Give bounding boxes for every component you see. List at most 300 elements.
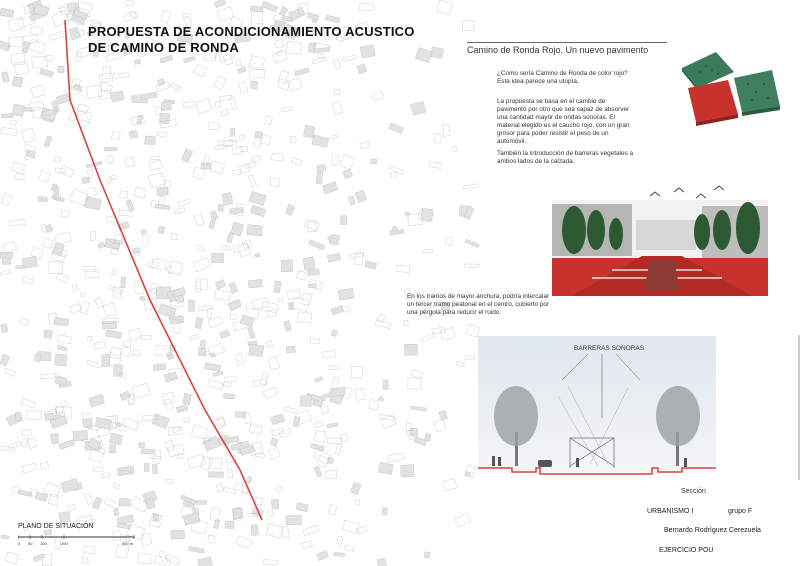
city-block bbox=[191, 425, 207, 439]
city-block bbox=[369, 399, 379, 409]
city-block bbox=[320, 395, 325, 401]
city-block bbox=[18, 490, 32, 497]
city-block bbox=[200, 340, 206, 349]
city-block bbox=[423, 249, 433, 253]
city-block bbox=[51, 11, 69, 27]
city-block bbox=[268, 510, 274, 517]
city-block bbox=[87, 360, 103, 368]
city-block bbox=[69, 303, 81, 313]
city-block bbox=[3, 241, 17, 253]
scale-label-0: 0 bbox=[18, 541, 21, 546]
section-caption: Sección bbox=[681, 488, 706, 495]
city-block bbox=[0, 270, 10, 276]
city-block bbox=[22, 35, 38, 44]
city-block bbox=[365, 261, 377, 269]
city-block bbox=[251, 12, 263, 24]
city-block bbox=[463, 184, 478, 189]
city-block bbox=[152, 259, 167, 270]
city-block bbox=[194, 64, 207, 76]
city-block bbox=[125, 157, 135, 167]
city-block bbox=[221, 109, 229, 116]
city-block bbox=[57, 345, 67, 351]
city-block bbox=[176, 404, 188, 412]
city-block bbox=[132, 351, 140, 356]
city-block bbox=[409, 428, 418, 436]
city-block bbox=[198, 349, 205, 356]
city-block bbox=[432, 327, 446, 334]
city-block bbox=[153, 364, 166, 371]
city-block bbox=[112, 270, 116, 275]
city-block bbox=[271, 500, 279, 510]
city-block bbox=[315, 431, 326, 443]
city-block bbox=[6, 412, 23, 426]
city-block bbox=[208, 343, 225, 357]
city-block bbox=[414, 437, 427, 446]
city-block bbox=[236, 536, 252, 549]
city-block bbox=[284, 407, 298, 413]
city-block bbox=[303, 125, 314, 138]
city-block bbox=[297, 271, 307, 280]
city-block bbox=[236, 353, 244, 365]
city-block bbox=[20, 318, 29, 326]
city-block bbox=[12, 104, 25, 117]
city-block bbox=[209, 122, 220, 130]
city-block bbox=[348, 196, 355, 205]
city-block bbox=[93, 467, 103, 472]
city-block bbox=[284, 321, 292, 332]
city-block bbox=[69, 27, 80, 40]
city-block bbox=[54, 157, 60, 162]
city-block bbox=[331, 306, 344, 315]
city-block bbox=[110, 445, 116, 454]
city-block bbox=[102, 321, 117, 329]
city-block bbox=[337, 536, 343, 545]
city-block bbox=[183, 393, 192, 405]
city-block bbox=[357, 526, 367, 534]
city-block bbox=[134, 187, 146, 198]
city-block bbox=[263, 387, 278, 399]
city-block bbox=[255, 131, 263, 138]
city-block bbox=[77, 113, 91, 127]
section-subtitle: Camino de Ronda Rojo. Un nuevo pavimento bbox=[467, 42, 667, 56]
city-block bbox=[213, 371, 223, 376]
city-block bbox=[301, 541, 312, 549]
city-block bbox=[233, 169, 242, 175]
city-block bbox=[307, 13, 318, 20]
city-block bbox=[230, 207, 243, 214]
city-block bbox=[142, 236, 148, 246]
city-block bbox=[208, 535, 215, 543]
city-block bbox=[391, 172, 397, 178]
city-block bbox=[165, 399, 173, 411]
city-block bbox=[110, 175, 116, 180]
city-block bbox=[141, 229, 147, 234]
city-block bbox=[114, 365, 123, 377]
city-block bbox=[178, 199, 189, 207]
city-block bbox=[34, 353, 41, 362]
city-block bbox=[5, 369, 16, 377]
city-block bbox=[317, 164, 326, 172]
city-block bbox=[331, 387, 346, 396]
city-block bbox=[372, 91, 385, 101]
city-block bbox=[332, 135, 338, 139]
city-block bbox=[0, 41, 11, 52]
city-block bbox=[1, 194, 12, 206]
city-block bbox=[218, 204, 223, 211]
city-block bbox=[371, 159, 377, 164]
city-block bbox=[103, 303, 116, 317]
city-block bbox=[309, 283, 317, 287]
city-block bbox=[55, 168, 66, 173]
city-block bbox=[249, 191, 266, 205]
scale-bar bbox=[18, 533, 138, 555]
city-block bbox=[189, 300, 195, 311]
city-block bbox=[22, 463, 36, 473]
city-block bbox=[245, 162, 255, 168]
city-block bbox=[424, 552, 430, 558]
city-block bbox=[83, 266, 96, 272]
city-block bbox=[44, 330, 53, 338]
city-block bbox=[5, 552, 18, 564]
city-block bbox=[268, 447, 280, 459]
city-block bbox=[100, 82, 113, 93]
city-block bbox=[261, 1, 277, 12]
city-block bbox=[165, 440, 174, 450]
city-block bbox=[26, 150, 36, 158]
city-block bbox=[266, 340, 273, 347]
city-block bbox=[54, 318, 69, 326]
city-block bbox=[266, 524, 282, 538]
city-block bbox=[196, 245, 205, 251]
city-block bbox=[223, 487, 236, 494]
city-block bbox=[250, 81, 257, 89]
city-block bbox=[446, 238, 453, 245]
city-block bbox=[383, 380, 388, 390]
city-block bbox=[465, 356, 474, 360]
city-block bbox=[236, 59, 242, 66]
city-block bbox=[377, 558, 387, 566]
scale-label-50: 50 bbox=[28, 541, 33, 546]
city-block bbox=[119, 210, 133, 216]
city-block bbox=[332, 155, 338, 165]
city-block bbox=[354, 253, 363, 265]
city-block bbox=[303, 257, 315, 270]
city-block bbox=[252, 156, 260, 161]
city-block bbox=[219, 95, 232, 101]
city-block bbox=[224, 393, 235, 399]
city-block bbox=[2, 258, 11, 264]
city-block bbox=[360, 141, 370, 149]
city-block bbox=[8, 37, 23, 47]
street-render-image bbox=[552, 200, 768, 296]
city-block bbox=[340, 433, 348, 442]
city-block bbox=[164, 480, 173, 483]
city-block bbox=[85, 493, 94, 505]
city-block bbox=[401, 465, 414, 477]
city-block bbox=[221, 245, 230, 251]
city-block bbox=[80, 292, 86, 297]
city-block bbox=[101, 472, 110, 478]
city-block bbox=[222, 193, 233, 206]
city-block bbox=[196, 282, 201, 292]
city-block bbox=[55, 354, 67, 366]
city-block bbox=[85, 187, 97, 198]
city-block bbox=[95, 417, 112, 429]
city-block bbox=[157, 226, 165, 234]
city-block bbox=[465, 264, 479, 267]
city-block bbox=[106, 155, 114, 164]
city-block bbox=[209, 216, 216, 229]
city-block bbox=[1, 127, 17, 135]
city-block bbox=[16, 265, 25, 268]
city-block bbox=[144, 463, 149, 472]
street-section-drawing bbox=[478, 336, 716, 486]
city-block bbox=[437, 0, 453, 15]
city-block bbox=[1, 72, 9, 83]
city-block bbox=[1, 535, 9, 540]
paragraph-question: ¿Cómo sería Camino de Ronda de color rojo? Esta idea parece una utopía. bbox=[497, 70, 628, 85]
city-block bbox=[59, 512, 70, 523]
city-block bbox=[441, 327, 455, 340]
city-block bbox=[314, 421, 323, 428]
city-block bbox=[268, 356, 280, 370]
city-block bbox=[230, 128, 235, 135]
city-block bbox=[228, 299, 242, 311]
city-block bbox=[271, 153, 283, 161]
city-block bbox=[254, 140, 260, 147]
paragraph-barriers: También la introducción de barreras vegetales a ambos lados de la calzada. bbox=[497, 150, 634, 165]
scale-label-500: 500 m. bbox=[122, 541, 135, 546]
city-block bbox=[340, 154, 355, 169]
city-block bbox=[57, 334, 72, 344]
city-block bbox=[255, 453, 265, 457]
city-block bbox=[378, 397, 383, 402]
scale-label-200: 200 bbox=[61, 541, 68, 546]
city-block bbox=[282, 526, 289, 538]
city-block bbox=[12, 76, 23, 87]
city-block bbox=[31, 85, 45, 98]
city-block bbox=[255, 497, 263, 506]
city-block bbox=[296, 503, 308, 512]
city-block bbox=[171, 234, 177, 240]
city-block bbox=[141, 92, 158, 100]
city-block bbox=[309, 240, 325, 250]
city-block bbox=[99, 73, 113, 84]
city-block bbox=[334, 90, 340, 95]
city-block bbox=[327, 253, 340, 262]
city-block bbox=[200, 456, 212, 470]
city-block bbox=[276, 487, 281, 492]
city-block bbox=[357, 64, 367, 74]
city-block bbox=[355, 500, 360, 505]
city-block bbox=[328, 366, 340, 369]
city-block bbox=[123, 340, 131, 348]
city-block bbox=[55, 406, 64, 414]
city-block bbox=[355, 190, 367, 202]
course-name: URBANISMO I bbox=[647, 508, 694, 515]
city-block bbox=[89, 450, 104, 463]
city-block bbox=[102, 66, 110, 79]
city-block bbox=[223, 382, 232, 387]
city-block bbox=[76, 52, 82, 61]
city-block bbox=[238, 244, 251, 257]
city-block bbox=[212, 253, 224, 262]
city-block bbox=[230, 314, 235, 319]
city-block bbox=[209, 472, 224, 478]
city-block bbox=[251, 524, 259, 535]
city-block bbox=[270, 178, 280, 187]
pavement-tiles-image bbox=[676, 48, 786, 128]
city-block bbox=[1, 324, 9, 333]
city-block bbox=[397, 265, 410, 273]
city-block bbox=[225, 521, 234, 528]
city-block bbox=[282, 107, 293, 112]
city-block bbox=[112, 131, 121, 140]
city-block bbox=[248, 175, 257, 187]
city-block bbox=[267, 309, 277, 317]
city-block bbox=[160, 55, 173, 63]
city-block bbox=[44, 55, 53, 60]
city-block bbox=[255, 254, 260, 258]
city-block bbox=[21, 429, 32, 436]
city-block bbox=[314, 466, 322, 477]
city-block bbox=[281, 260, 292, 272]
city-block bbox=[349, 252, 364, 259]
city-block bbox=[355, 388, 365, 400]
city-block bbox=[439, 410, 448, 420]
city-block bbox=[52, 242, 64, 256]
city-block bbox=[455, 514, 470, 527]
city-block bbox=[321, 406, 329, 414]
city-block bbox=[10, 120, 17, 126]
city-block bbox=[274, 281, 282, 293]
city-block bbox=[145, 136, 156, 145]
city-block bbox=[331, 330, 337, 337]
group-name: grupo F bbox=[728, 508, 753, 515]
city-block bbox=[1, 113, 13, 118]
city-block bbox=[21, 438, 28, 447]
city-block bbox=[187, 454, 205, 468]
city-block bbox=[389, 123, 404, 134]
exercise-name: EJERCICIO POU bbox=[659, 547, 714, 554]
city-block bbox=[238, 81, 248, 93]
city-block bbox=[214, 0, 226, 8]
city-block bbox=[261, 135, 271, 145]
city-block bbox=[121, 277, 126, 288]
city-block bbox=[188, 546, 204, 553]
city-block bbox=[86, 85, 102, 99]
city-block bbox=[42, 238, 53, 249]
city-block bbox=[113, 73, 128, 78]
city-block bbox=[26, 411, 41, 420]
city-block bbox=[165, 554, 180, 565]
city-block bbox=[158, 132, 167, 138]
city-block bbox=[215, 101, 221, 107]
city-block bbox=[382, 508, 387, 516]
city-block bbox=[240, 135, 245, 139]
city-block bbox=[240, 164, 250, 173]
city-block bbox=[140, 296, 145, 300]
city-block bbox=[300, 396, 311, 407]
city-block bbox=[442, 124, 450, 136]
city-block bbox=[106, 330, 122, 339]
city-block bbox=[278, 71, 288, 84]
city-block bbox=[262, 301, 279, 313]
city-block bbox=[214, 76, 226, 90]
city-block bbox=[171, 530, 185, 539]
city-block bbox=[141, 449, 155, 455]
city-block bbox=[463, 20, 474, 31]
city-block bbox=[465, 465, 476, 478]
city-block bbox=[434, 419, 447, 432]
city-block bbox=[162, 392, 174, 404]
city-block bbox=[173, 287, 186, 297]
city-block bbox=[433, 134, 442, 144]
city-block bbox=[421, 208, 433, 221]
city-block bbox=[292, 297, 309, 312]
city-block bbox=[252, 297, 269, 309]
city-block bbox=[248, 327, 256, 339]
city-block bbox=[215, 280, 225, 290]
city-block bbox=[270, 438, 278, 447]
city-block bbox=[229, 136, 237, 141]
city-block bbox=[155, 204, 170, 210]
city-block bbox=[49, 262, 63, 274]
city-block bbox=[59, 440, 75, 450]
city-block bbox=[92, 497, 102, 510]
city-block bbox=[303, 525, 319, 535]
city-block bbox=[88, 336, 92, 341]
city-block bbox=[97, 242, 104, 248]
city-block bbox=[387, 453, 404, 462]
city-block bbox=[38, 196, 43, 201]
city-block bbox=[82, 557, 88, 563]
city-block bbox=[22, 277, 34, 284]
city-block bbox=[39, 171, 51, 182]
city-block bbox=[237, 67, 246, 74]
city-block bbox=[338, 288, 354, 300]
city-block bbox=[232, 507, 243, 519]
city-block bbox=[10, 219, 26, 225]
city-block bbox=[315, 376, 323, 382]
city-block bbox=[148, 261, 159, 269]
city-block bbox=[217, 7, 234, 22]
city-block bbox=[297, 312, 311, 323]
section-label: BARRERAS SONORAS bbox=[574, 345, 645, 352]
city-block bbox=[326, 15, 341, 23]
city-block bbox=[344, 545, 354, 552]
city-block bbox=[89, 394, 105, 407]
city-block bbox=[452, 146, 458, 152]
city-block bbox=[102, 355, 110, 367]
city-block bbox=[263, 560, 277, 566]
city-block bbox=[139, 443, 145, 448]
city-block bbox=[159, 550, 168, 563]
city-block bbox=[133, 248, 141, 254]
city-block bbox=[411, 406, 427, 411]
city-block bbox=[58, 66, 65, 73]
city-block bbox=[153, 514, 159, 522]
red-tile bbox=[688, 80, 738, 126]
city-block bbox=[295, 68, 309, 76]
city-block bbox=[159, 113, 169, 124]
city-block bbox=[411, 101, 426, 115]
city-block bbox=[317, 550, 329, 560]
city-block bbox=[95, 297, 104, 308]
city-block bbox=[122, 418, 139, 430]
city-block bbox=[120, 191, 128, 199]
city-block bbox=[408, 377, 420, 388]
